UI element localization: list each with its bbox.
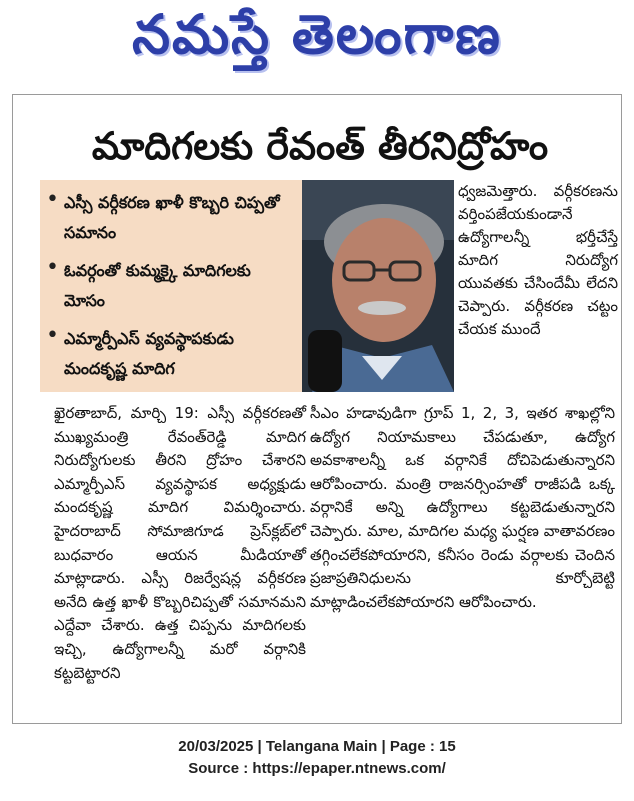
bullet-icon: • (46, 323, 59, 348)
highlight-text: ఎమ్మార్పీఎస్ వ్యవస్థాపకుడు మందకృష్ణ మాదిగ (64, 329, 234, 378)
article-column-text: ధ్వజమెత్తారు. వర్గీకరణను వర్తింపజేయకుండానే ఉద్యోగాలన్నీ భర్తీచేస్తే మాదిగ నిరుద్యోగ యువతకు చేసిందేమీ లేదని చెప్పారు. వర్గీకరణ చట్టం చేయక ముందే (458, 182, 618, 338)
highlight-item (46, 256, 294, 316)
highlights-box (40, 180, 302, 392)
highlight-text: ఓవర్గంతో కుమ్మక్కై మాదిగలకు మోసం (64, 261, 251, 310)
highlight-text: ఎస్సీ వర్గీకరణ ఖాళీ కొబ్బరి చిప్పతో సమానం (64, 193, 280, 242)
bullet-icon: • (46, 187, 59, 212)
article-column-text: ఖైరతాబాద్, మార్చి 19: ఎస్సీ వర్గీకరణతో ముఖ్యమంత్రి రేవంత్‌రెడ్డి మాదిగ నిరుద్యోగులకు తీరని ద్రోహం చేశారని ఎమ్మార్పీఎస్ వ్యవస్థాపక అధ్యక్షుడు మందకృష్ణ మాదిగ విమర్శించారు. హైదరాబాద్ సోమాజిగూడ ప్రెస్‌క్లబ్‌లో బుధవారం ఆయన మీడియాతో మాట్లాడారు. ఎస్సీ రిజర్వేషన్ల వర్గీకరణ అనేది ఉత్త ఖాళీ కొబ్బరిచిప్పతో సమానమని ఎద్దేవా చేశారు. ఉత్త చిప్పను మాదిగలకు ఇచ్చి, ఉద్యోగాలన్నీ మరో వర్గానికి కట్టబెట్టారని (54, 404, 306, 682)
newspaper-masthead: నమస్తే తెలంగాణ (132, 3, 502, 66)
article-column-text: సీఎం హడావుడిగా గ్రూప్ 1, 2, 3, ఇతర శాఖల్లోని ఉద్యోగ నియామకాలు చేపడుతూ, ఉద్యోగ అవకాశాలన్నీ ఒక వర్గానికే దోచిపెడుతున్నారని ఆరోపించారు. మంత్రి రాజనర్సింహతో రాజీపడి ఒక్క వర్గానికే అన్ని ఉద్యోగాలు కట్టబెడుతున్నారని చెప్పారు. మాల, మాదిగల మధ్య ఘర్షణ వాతావరణం తగ్గించలేకపోయారని, కనీసం రెండు వర్గాలకు చెందిన ప్రజాప్రతినిధులను కూర్చోబెట్టి మాట్లాడించలేకపోయారని ఆరోపించారు. (310, 404, 615, 611)
highlight-item (46, 324, 294, 384)
person-photo (302, 180, 454, 392)
footer-source-link[interactable]: Source : https://epaper.ntnews.com/ (188, 760, 446, 777)
footer-dateline: 20/03/2025 | Telangana Main | Page : 15 (178, 738, 456, 755)
article-headline: మాదిగలకు రేవంత్ తీరనిద్రోహం (91, 124, 549, 168)
highlight-item (46, 188, 294, 248)
bullet-icon: • (46, 255, 59, 280)
person-photo-icon (302, 180, 454, 392)
